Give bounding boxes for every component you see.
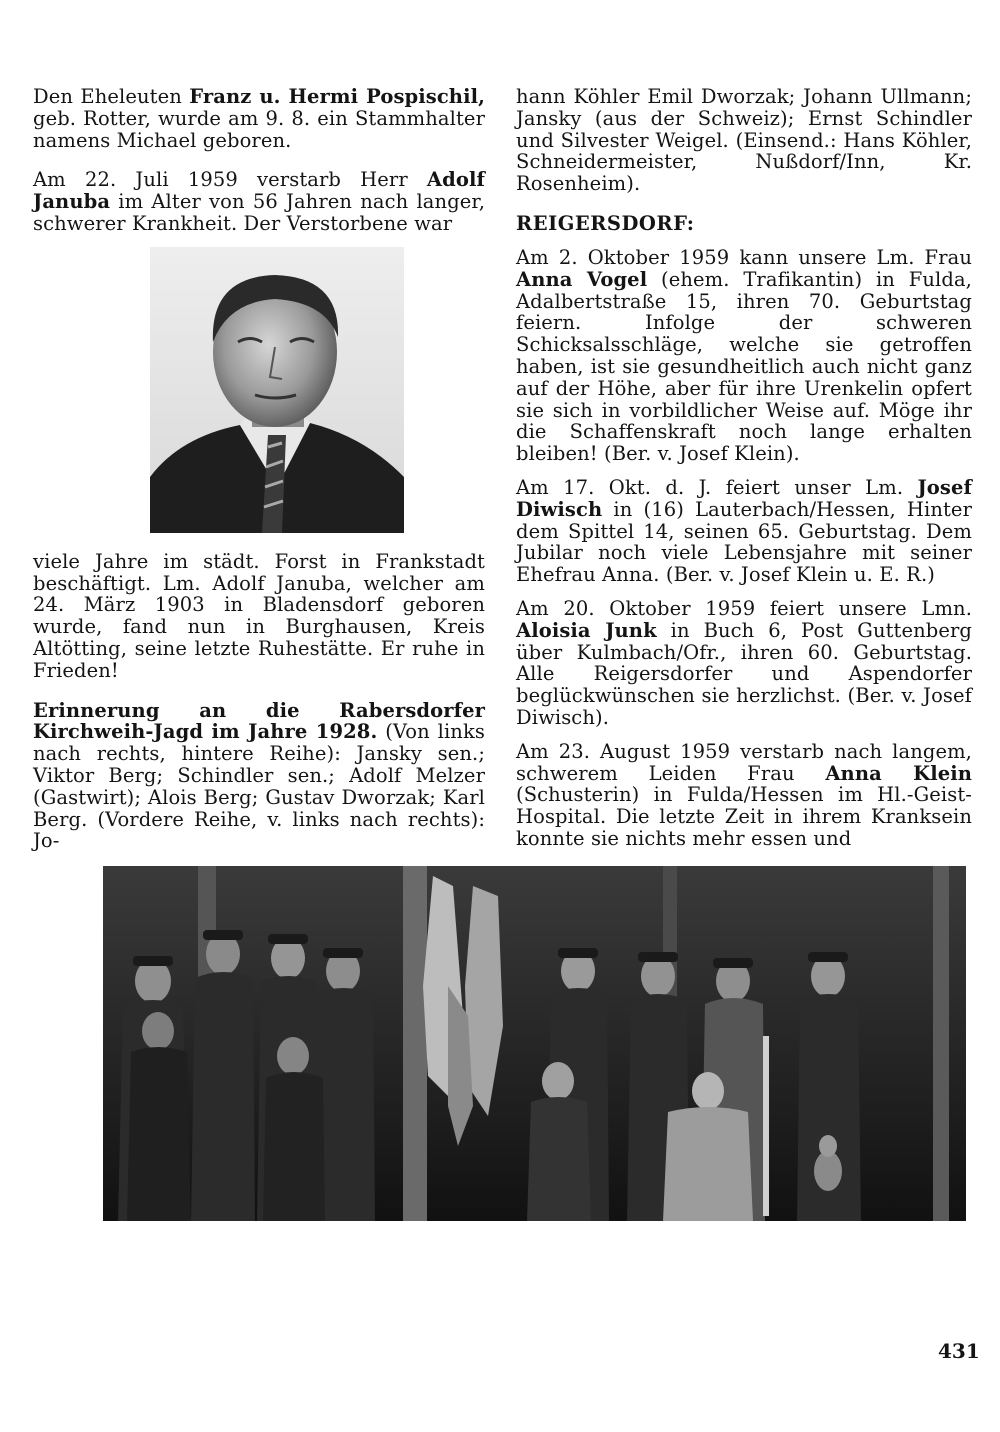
page-number: 431 [938,1339,980,1363]
obituary-januba-continued: viele Jahre im städt. Forst in Frankstadt beschäftigt. Lm. Adolf Januba, welcher am 24. März 1903 in Bladensdorf geboren wurde, fand nun in Burghausen, Kreis Altötting, seine letzte Ruhestätte. Er ruhe in Frieden! [33,549,485,682]
obit-name: Adolf Januba [33,168,485,214]
klein-name: Anna Klein [825,761,972,785]
obit-text-1: Am 22. Juli 1959 verstarb Herr [33,168,427,192]
vogel-name: Anna Vogel [516,267,648,291]
hunting-group-photo [103,866,966,1221]
portrait-photo [150,247,404,533]
junk-text-2: in Buch 6, Post Guttenberg über Kulmbach/Ofr., ihren 60. Geburtstag. Alle Reigersdorfer und Aspendorfer beglückwünschen sie herzlichst. (Ber. v. Josef Diwisch). [516,618,973,729]
diwisch-name: Josef Diwisch [516,475,972,521]
birth-text-1: Den Eheleuten [33,85,190,108]
section-heading-reigersdorf: REIGERSDORF: [516,211,695,235]
birth-text-2: geb. Rotter, wurde am 9. 8. ein Stammhalter namens Michael geboren. [33,106,485,152]
klein-text-2: (Schusterin) in Fulda/Hessen im Hl.-Geist-Hospital. Die letzte Zeit in ihrem Kranksein konnte sie nichts mehr essen und [516,783,972,850]
caption-continued: hann Köhler Emil Dworzak; Johann Ullmann; Jansky (aus der Schweiz); Ernst Schindler und Silvester Weigel. (Einsend.: Hans Köhler, Schneidermeister, Nußdorf/Inn, Kr. Rosenheim). [516,85,972,196]
birthday-aloisia-junk [516,598,972,729]
diwisch-text-2: in (16) Lauterbach/Hessen, Hinter dem Spittel 14, seinen 65. Geburtstag. Dem Jubilar noch viele Lebensjahre mit seiner Ehefrau Anna. (Ber. v. Josef Klein u. E. R.) [516,497,972,587]
photo-caption [33,700,485,853]
caption-text: (Von links nach rechts, hintere Reihe): Jansky sen.; Viktor Berg; Schindler sen.; Adolf Melzer (Gastwirt); Alois Berg; Gustav Dworzak; Karl Berg. (Vordere Reihe, v. links nach rechts): Jo- [33,720,485,853]
caption-title: Erinnerung an die Rabersdorfer Kirchweih-Jagd im Jahre 1928. [33,698,485,744]
obituary-anna-klein [516,741,972,850]
vogel-text-2: (ehem. Trafikantin) in Fulda, Adalbertstraße 15, ihren 70. Geburtstag feiern. Infolge der schweren Schicksalsschläge, welche sie getroffen haben, ist sie gesundheitlich auch nicht ganz auf der Höhe, aber für ihre Urenkelin opfert sie sich in vorbildlicher Weise auf. Möge ihr die Schaffenskraft noch lange erhalten bleiben! (Ber. v. Josef Klein). [516,267,972,466]
klein-text-1: Am 23. August 1959 verstarb nach langem, schwerem Leiden Frau [516,739,972,785]
birth-announcement [33,86,485,151]
right-column [516,86,972,850]
birth-parents-name: Franz u. Hermi Pospischil, [189,85,485,108]
obituary-januba-intro [33,169,485,234]
vogel-text-1: Am 2. Oktober 1959 kann unsere Lm. Frau [516,245,972,269]
birthday-josef-diwisch [516,477,972,586]
left-column [33,86,485,852]
junk-text-1: Am 20. Oktober 1959 feiert unsere Lmn. [516,596,972,620]
junk-name: Aloisia Junk [516,618,657,642]
portrait-area [33,247,485,533]
birthday-anna-vogel [516,247,972,465]
obit-text-2: im Alter von 56 Jahren nach langer, schwerer Krankheit. Der Verstorbene war [33,190,485,235]
diwisch-text-1: Am 17. Okt. d. J. feiert unser Lm. [516,475,918,499]
